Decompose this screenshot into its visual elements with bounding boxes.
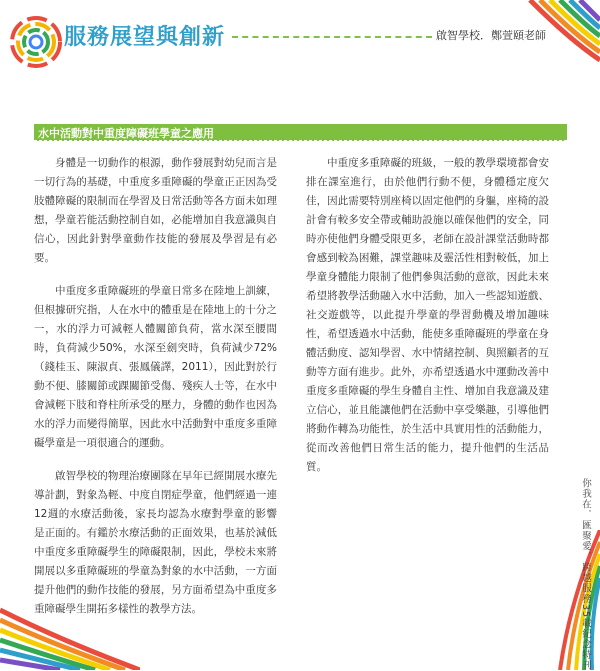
logo-swirl-icon — [8, 14, 64, 70]
paragraph: 中重度多重障礙的班級，一般的教學環境都會安排在課室進行，由於他們行動不便，身體穩定度欠佳，因此需要特別座椅以固定他們的身軀，座椅的設計會有較多安全帶或輔助設施以確保他們的安全，同時亦使他們身體受限更多，老師在設計課堂活動時都會感到較為困難，課堂趣味及靈活性相對較低，加上學童身體能力限制了他們參與活動的意欲，因此未來希望將教學活動融入水中活動，加入一些認知遊戲、社交遊戲等，以此提升學童的學習動機及增加趣味性，希望透過水中活動，能使多重障礙班的學童在身體活動度、認知學習、水中情緒控制、與照顧者的互動等方面有進步。此外，亦希望透過水中運動改善中重度多重障礙的學生身體自主性、增加自我意識及建立信心，並且能讓他們在活動中享受樂趣，引導他們將動作轉為功能性，於生活中具實用性的活動能力，從而改善他們日常生活的能力，提升他們的生活品質。 — [306, 157, 549, 473]
paragraph: 身體是一切動作的根源，動作發展對幼兒而言是一切行為的基礎，中重度多重障礙的學童正正因為受肢體障礙的限制而在學習及日常活動等各方面未如理想，學童若能活動控制自如，必能增加自我意識與自信心，因此針對學童動作技能的發展及學習是有必要。 — [34, 157, 277, 264]
rainbow-ribbon-bottom-left — [0, 550, 140, 670]
right-column — [306, 154, 549, 491]
vertical-caption: 你我在．匯聚愛．跨越服務35載紀念特刊 — [580, 478, 591, 671]
article-title-bar — [34, 124, 567, 141]
paragraph: 啟智學校的物理治療團隊在早年已經開展水療先導計劃，對象為輕、中度自閉症學童，他們經過一連12週的水療活動後，家長均認為水療對學童的影響是正面的。有鑑於水療活動的正面效果，也基於減低中重度多重障礙學生的障礙限制，因此，學校未來將開展以多重障礙班的學童為對象的水中活動，一方面提升他們的動作技能的發展，另方面希望為中重度多重障礙學生開拓多樣性的教學方法。 — [34, 470, 277, 615]
rainbow-ribbon-top-right — [490, 0, 600, 110]
section-title: 服務展望與創新 — [64, 25, 226, 50]
author-name: 啟智學校．鄭萱頤老師 — [436, 29, 546, 42]
paragraph: 中重度多重障礙班的學童日常多在陸地上訓練，但根據研究指，人在水中的體重是在陸地上的十分之一，水的浮力可減輕人體關節負荷，當水深至腰間時，負荷減少50%，水深至劍突時，負荷減少72%（錢桂玉、陳淑貞、張鳳儀譯，2011），因此對於行動不便、膝關節或踝關節受傷、殘疾人士等，在水中會減輕下肢和脊柱所承受的壓力，身體的動作也因為水的浮力而變得簡單，因此水中活動對中重度多重障礙學童是一項很適合的運動。 — [34, 285, 277, 449]
article-title: 水中活動對中重度障礙班學童之應用 — [38, 127, 214, 140]
title-divider — [232, 36, 432, 38]
